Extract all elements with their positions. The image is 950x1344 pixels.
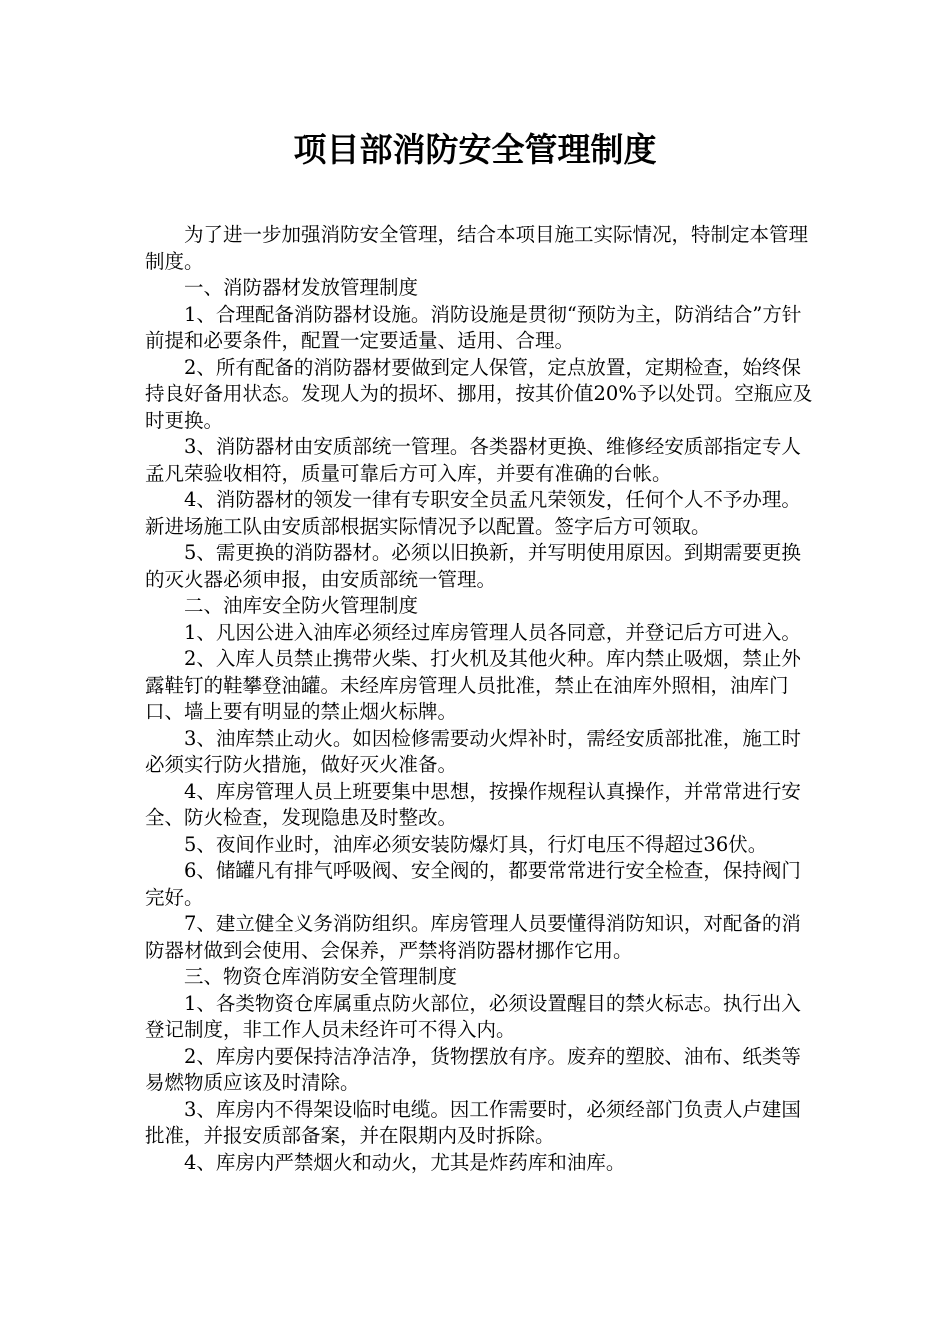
section-2-item-3: 3、油库禁止动火。如因检修需要动火焊补时，需经安质部批准，施工时必须实行防火措施，做好灭火准备。 — [145, 726, 801, 776]
section-1-item-5: 5、需更换的消防器材。必须以旧换新，并写明使用原因。到期需要更换的灭火器必须申报，由安质部统一管理。 — [145, 541, 801, 591]
section-3-item-3: 3、库房内不得架设临时电缆。因工作需要时，必须经部门负责人卢建国批准，并报安质部备案，并在限期内及时拆除。 — [145, 1097, 801, 1147]
document-body — [145, 222, 813, 1176]
intro-paragraph: 为了进一步加强消防安全管理，结合本项目施工实际情况，特制定本管理制度。 — [145, 223, 809, 273]
section-1-item-3: 3、消防器材由安质部统一管理。各类器材更换、维修经安质部指定专人孟凡荣验收相符，质量可靠后方可入库，并要有准确的台帐。 — [145, 435, 801, 485]
section-2-item-1: 1、凡因公进入油库必须经过库房管理人员各同意，并登记后方可进入。 — [184, 620, 801, 644]
document-title: 项目部消防安全管理制度 — [293, 130, 657, 169]
section-3-item-2: 2、库房内要保持洁净洁净，货物摆放有序。废弃的塑胶、油布、纸类等易燃物质应该及时清除。 — [145, 1044, 801, 1094]
section-heading-2: 二、油库安全防火管理制度 — [184, 594, 419, 617]
section-2-item-2: 2、入库人员禁止携带火柴、打火机及其他火种。库内禁止吸烟，禁止外露鞋钉的鞋攀登油罐。未经库房管理人员批准，禁止在油库外照相，油库门口、墙上要有明显的禁止烟火标牌。 — [145, 647, 801, 723]
section-3-item-4: 4、库房内严禁烟火和动火，尤其是炸药库和油库。 — [184, 1150, 626, 1174]
section-2-item-6: 6、储罐凡有排气呼吸阀、安全阀的，都要常常进行安全检查，保持阀门完好。 — [145, 859, 801, 909]
section-1-item-4: 4、消防器材的领发一律有专职安全员孟凡荣领发，任何个人不予办理。新进场施工队由安质部根据实际情况予以配置。签字后方可领取。 — [145, 488, 801, 538]
section-3-item-1: 1、各类物资仓库属重点防火部位，必须设置醒目的禁火标志。执行出入登记制度，非工作人员未经许可不得入内。 — [145, 991, 801, 1041]
section-heading-1: 一、消防器材发放管理制度 — [184, 276, 419, 299]
section-2-item-5: 5、夜间作业时，油库必须安装防爆灯具，行灯电压不得超过36伏。 — [184, 832, 768, 856]
section-1-item-1: 1、合理配备消防器材设施。消防设施是贯彻“预防为主，防消结合”方针前提和必要条件，配置一定要适量、适用、合理。 — [145, 302, 802, 352]
section-2-item-4: 4、库房管理人员上班要集中思想，按操作规程认真操作，并常常进行安全、防火检查，发现隐患及时整改。 — [145, 779, 801, 829]
section-heading-3: 三、物资仓库消防安全管理制度 — [184, 965, 458, 988]
section-1-item-2: 2、所有配备的消防器材要做到定人保管，定点放置，定期检查，始终保持良好备用状态。发现人为的损坏、挪用，按其价值20%予以处罚。空瓶应及时更换。 — [145, 355, 813, 432]
section-2-item-7: 7、建立健全义务消防组织。库房管理人员要懂得消防知识，对配备的消防器材做到会使用、会保养，严禁将消防器材挪作它用。 — [145, 912, 801, 962]
